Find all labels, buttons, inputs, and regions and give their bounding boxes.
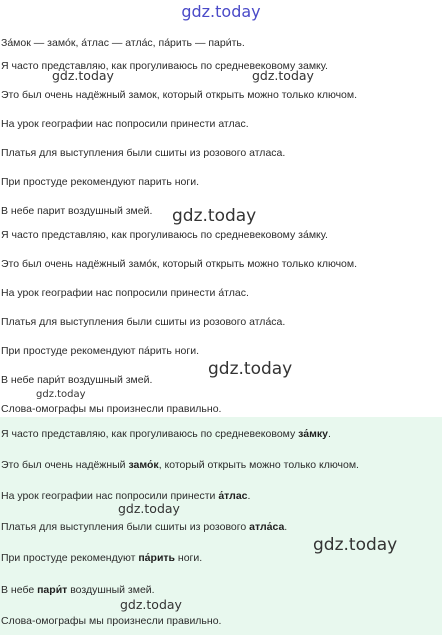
answer-word: за́мку <box>298 428 328 440</box>
watermark: gdz.today <box>36 389 86 400</box>
answer-line: При простуде рекомендуют па́рить ноги. <box>1 552 203 564</box>
accented-line: Это был очень надёжный замо́к, который открыть можно только ключом. <box>1 258 358 270</box>
answer-line: Это был очень надёжный замо́к, который открыть можно только ключом. <box>1 459 359 471</box>
answer-word: а́тлас <box>218 490 248 502</box>
raw-line: Платья для выступления были сшиты из розового атласа. <box>1 147 286 159</box>
answer-line: Платья для выступления были сшиты из розового атла́са. <box>1 521 288 533</box>
raw-line: Это был очень надёжный замок, который открыть можно только ключом. <box>1 89 358 101</box>
watermark: gdz.today <box>313 535 398 555</box>
raw-line: Я часто представляю, как прогуливаюсь по средневековому замку. <box>1 60 328 72</box>
raw-line: При простуде рекомендуют парить ноги. <box>1 176 200 188</box>
raw-line: В небе парит воздушный змей. <box>1 205 153 217</box>
accented-line: В небе пари́т воздушный змей. <box>1 374 153 386</box>
watermark-top: gdz.today <box>181 2 261 21</box>
watermark: gdz.today <box>120 597 182 612</box>
answer-word: па́рить <box>138 552 175 564</box>
answer-line: В небе пари́т воздушный змей. <box>1 584 155 596</box>
raw-line: На урок географии нас попросили принести атлас. <box>1 118 249 130</box>
watermark: gdz.today <box>208 359 293 379</box>
answer-word: пари́т <box>37 584 68 596</box>
watermark: gdz.today <box>252 68 314 83</box>
intro-line: За́мок — замо́к, а́тлас — атла́с, па́рить — пари́ть. <box>1 37 245 49</box>
watermark: gdz.today <box>172 206 257 226</box>
answer-line: На урок географии нас попросили принести а́тлас. <box>1 490 251 502</box>
accented-line: На урок географии нас попросили принести а́тлас. <box>1 287 249 299</box>
watermark: gdz.today <box>118 501 180 516</box>
answer-word: замо́к <box>128 459 159 471</box>
answer-word: атла́са <box>249 521 285 533</box>
answer-line: Я часто представляю, как прогуливаюсь по средневековому за́мку. <box>1 428 331 440</box>
accented-line: Я часто представляю, как прогуливаюсь по средневековому за́мку. <box>1 229 328 241</box>
accented-line: При простуде рекомендуют па́рить ноги. <box>1 345 200 357</box>
answer-line: Слова-омографы мы произнесли правильно. <box>1 615 222 627</box>
accented-line: Платья для выступления были сшиты из розового атла́са. <box>1 316 286 328</box>
watermark: gdz.today <box>52 68 114 83</box>
accented-line: Слова-омографы мы произнесли правильно. <box>1 403 222 415</box>
